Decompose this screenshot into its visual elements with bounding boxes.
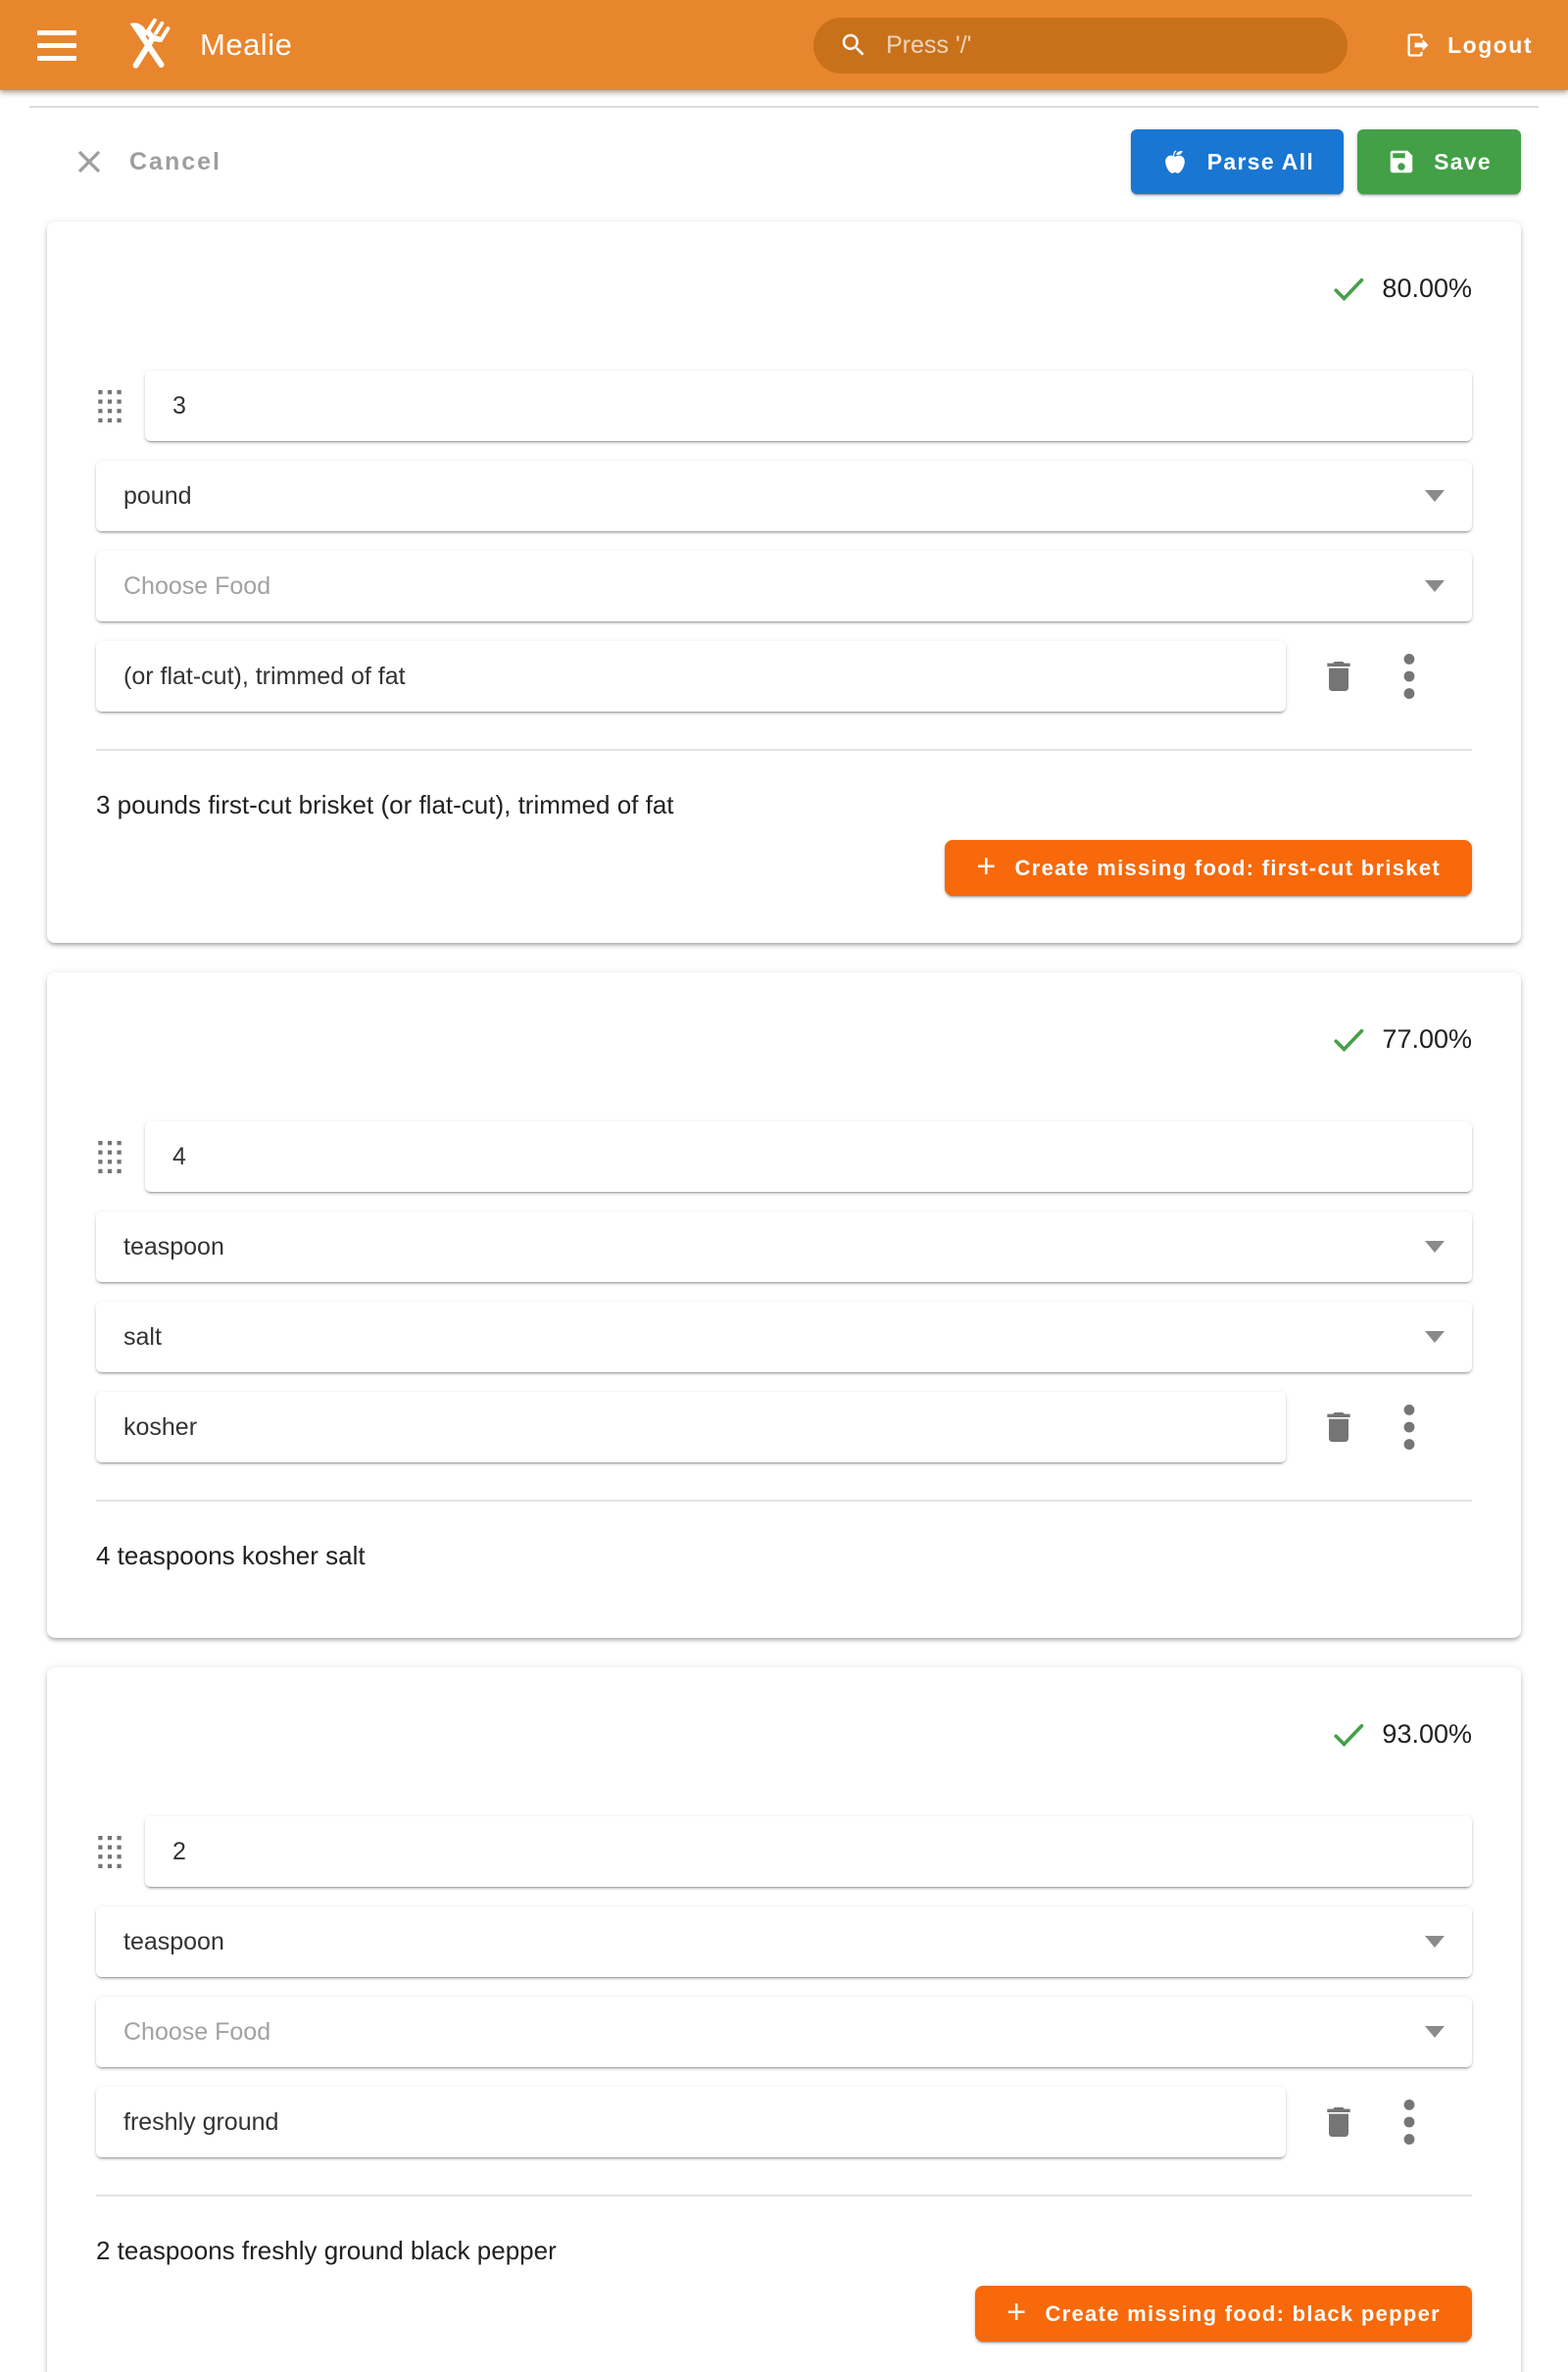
mealie-logo: [118, 13, 178, 77]
food-value: salt: [123, 1322, 162, 1351]
unit-select[interactable]: [96, 461, 1472, 531]
trash-icon: [1319, 657, 1358, 696]
plus-icon: +: [1006, 2294, 1028, 2331]
trash-icon: [1319, 2102, 1358, 2142]
unit-select[interactable]: [96, 1211, 1472, 1282]
drag-handle-icon[interactable]: [96, 1834, 123, 1870]
confidence-value: 77.00%: [1382, 1023, 1472, 1054]
more-options-button[interactable]: [1390, 2097, 1429, 2148]
toolbar: [0, 108, 1568, 222]
kebab-icon: [1403, 654, 1415, 699]
apple-icon: [1160, 147, 1190, 176]
food-select[interactable]: [96, 1997, 1472, 2067]
create-missing-food-button[interactable]: [945, 840, 1472, 896]
search-icon: [839, 30, 868, 60]
confidence-value: 93.00%: [1382, 1718, 1472, 1749]
check-icon: [1331, 1716, 1366, 1752]
more-options-button[interactable]: [1390, 1402, 1429, 1453]
search-placeholder: Press '/': [886, 30, 972, 59]
food-select[interactable]: [96, 551, 1472, 621]
food-placeholder: Choose Food: [123, 2017, 271, 2046]
unit-value: teaspoon: [123, 1927, 224, 1955]
ingredient-card: [47, 972, 1521, 1638]
unit-value: teaspoon: [123, 1232, 224, 1260]
unit-select[interactable]: [96, 1906, 1472, 1977]
note-input[interactable]: [96, 1392, 1286, 1462]
plus-icon: +: [976, 848, 998, 885]
card-divider: [96, 749, 1472, 751]
quantity-input[interactable]: [145, 1121, 1472, 1192]
drag-handle-icon[interactable]: [96, 1139, 123, 1175]
kebab-icon: [1403, 1405, 1415, 1450]
food-placeholder: Choose Food: [123, 571, 271, 600]
more-options-button[interactable]: [1390, 651, 1429, 702]
parse-all-button[interactable]: [1131, 129, 1344, 194]
logout-label: Logout: [1447, 31, 1533, 58]
app-bar: [0, 0, 1568, 90]
check-icon: [1331, 1021, 1366, 1057]
parse-all-label: Parse All: [1206, 148, 1315, 174]
chevron-down-icon: [1425, 1331, 1445, 1343]
logout-icon: [1404, 31, 1432, 59]
card-divider: [96, 1500, 1472, 1502]
chevron-down-icon: [1425, 580, 1445, 592]
card-divider: [96, 2195, 1472, 2197]
delete-button[interactable]: [1313, 1402, 1364, 1453]
chevron-down-icon: [1425, 2026, 1445, 2038]
cancel-button[interactable]: [74, 147, 221, 176]
save-button[interactable]: [1357, 129, 1521, 194]
confidence-row: [96, 1019, 1472, 1059]
create-missing-food-label: Create missing food: first-cut brisket: [1014, 855, 1441, 880]
confidence-value: 80.00%: [1382, 272, 1472, 303]
save-icon: [1387, 147, 1416, 176]
app-title: Mealie: [200, 27, 293, 62]
close-icon: [74, 147, 104, 176]
create-missing-food-button[interactable]: [975, 2286, 1472, 2342]
logout-button[interactable]: [1398, 22, 1539, 69]
create-missing-food-label: Create missing food: black pepper: [1045, 2300, 1441, 2326]
unit-value: pound: [123, 481, 192, 510]
delete-button[interactable]: [1313, 2097, 1364, 2148]
cancel-label: Cancel: [129, 147, 221, 175]
trash-icon: [1319, 1408, 1358, 1447]
quantity-input[interactable]: [145, 371, 1472, 441]
kebab-icon: [1403, 2100, 1415, 2145]
delete-button[interactable]: [1313, 651, 1364, 702]
original-ingredient-text: 2 teaspoons freshly ground black pepper: [96, 2236, 557, 2265]
save-label: Save: [1434, 148, 1492, 174]
ingredient-card: [47, 1667, 1521, 2372]
note-input[interactable]: [96, 641, 1286, 712]
quantity-input[interactable]: [145, 1816, 1472, 1887]
food-select[interactable]: [96, 1302, 1472, 1372]
drag-handle-icon[interactable]: [96, 388, 123, 424]
chevron-down-icon: [1425, 490, 1445, 502]
check-icon: [1331, 271, 1366, 306]
menu-icon[interactable]: [29, 18, 84, 73]
ingredient-card: [47, 222, 1521, 943]
confidence-row: [96, 269, 1472, 308]
note-input[interactable]: [96, 2087, 1286, 2157]
original-ingredient-text: 4 teaspoons kosher salt: [96, 1541, 366, 1570]
original-ingredient-text: 3 pounds first-cut brisket (or flat-cut), trimmed of fat: [96, 790, 674, 819]
confidence-row: [96, 1714, 1472, 1754]
chevron-down-icon: [1425, 1936, 1445, 1948]
search-input[interactable]: [813, 18, 1348, 74]
chevron-down-icon: [1425, 1241, 1445, 1253]
